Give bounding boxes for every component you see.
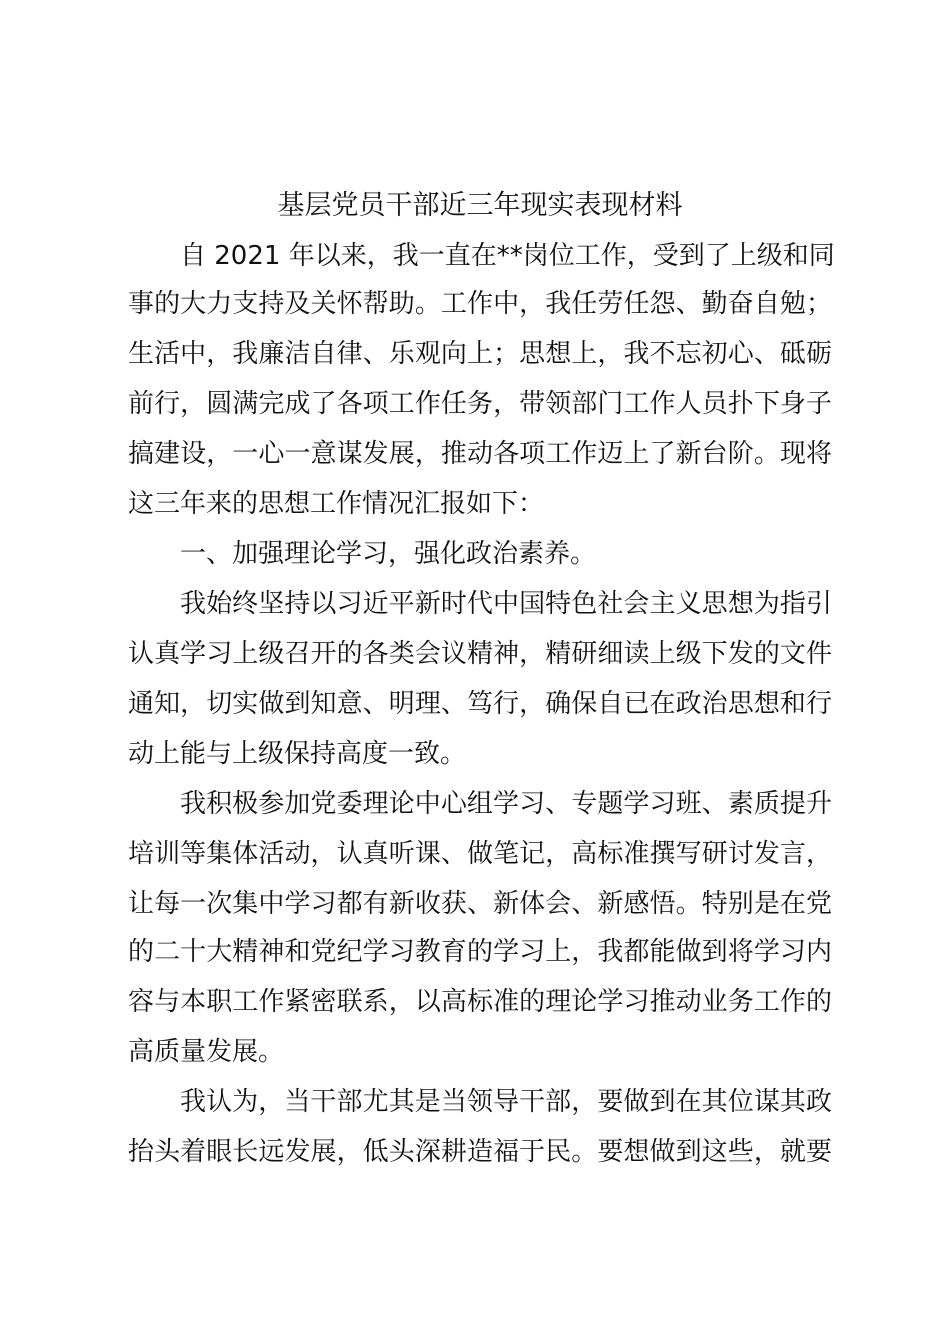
paragraph-line: 我认为，当干部尤其是当领导干部，要做到在其位谋其政 [180,1087,832,1117]
paragraph-line: 的二十大精神和党纪学习教育的学习上，我都能做到将学习内 [128,937,832,967]
paragraph-line: 认真学习上级召开的各类会议精神，精研细读上级下发的文件 [128,639,832,669]
paragraph-line: 动上能与上级保持高度一致。 [128,739,467,769]
paragraph-line: 通知，切实做到知意、明理、笃行，确保自已在政治思想和行 [128,689,832,719]
document-title: 基层党员干部近三年现实表现材料 [277,190,683,221]
paragraph-line: 我积极参加党委理论中心组学习、专题学习班、素质提升 [180,789,832,819]
paragraph-line: 自 2021 年以来，我一直在**岗位工作，受到了上级和同 [180,241,835,271]
paragraph-line: 生活中，我廉洁自律、乐观向上；思想上，我不忘初心、砥砺 [128,339,832,369]
paragraph-line: 事的大力支持及关怀帮助。工作中，我任劳任怨、勤奋自勉； [128,289,832,319]
paragraph-line: 培训等集体活动，认真听课、做笔记，高标准撰写研讨发言， [128,839,832,869]
paragraph-line: 前行，圆满完成了各项工作任务，带领部门工作人员扑下身子 [128,389,832,419]
paragraph-line: 容与本职工作紧密联系，以高标准的理论学习推动业务工作的 [128,987,832,1017]
section-heading: 一、加强理论学习，强化政治素养。 [180,539,597,569]
paragraph-line: 这三年来的思想工作情况汇报如下： [128,489,545,519]
paragraph-line: 搞建设，一心一意谋发展，推动各项工作迈上了新台阶。现将 [128,439,832,469]
paragraph-line: 高质量发展。 [128,1037,285,1067]
paragraph-line: 让每一次集中学习都有新收获、新体会、新感悟。特别是在党 [128,889,832,919]
paragraph-line: 抬头着眼长远发展，低头深耕造福于民。要想做到这些，就要 [128,1137,832,1167]
paragraph-line: 我始终坚持以习近平新时代中国特色社会主义思想为指引 [180,589,832,619]
